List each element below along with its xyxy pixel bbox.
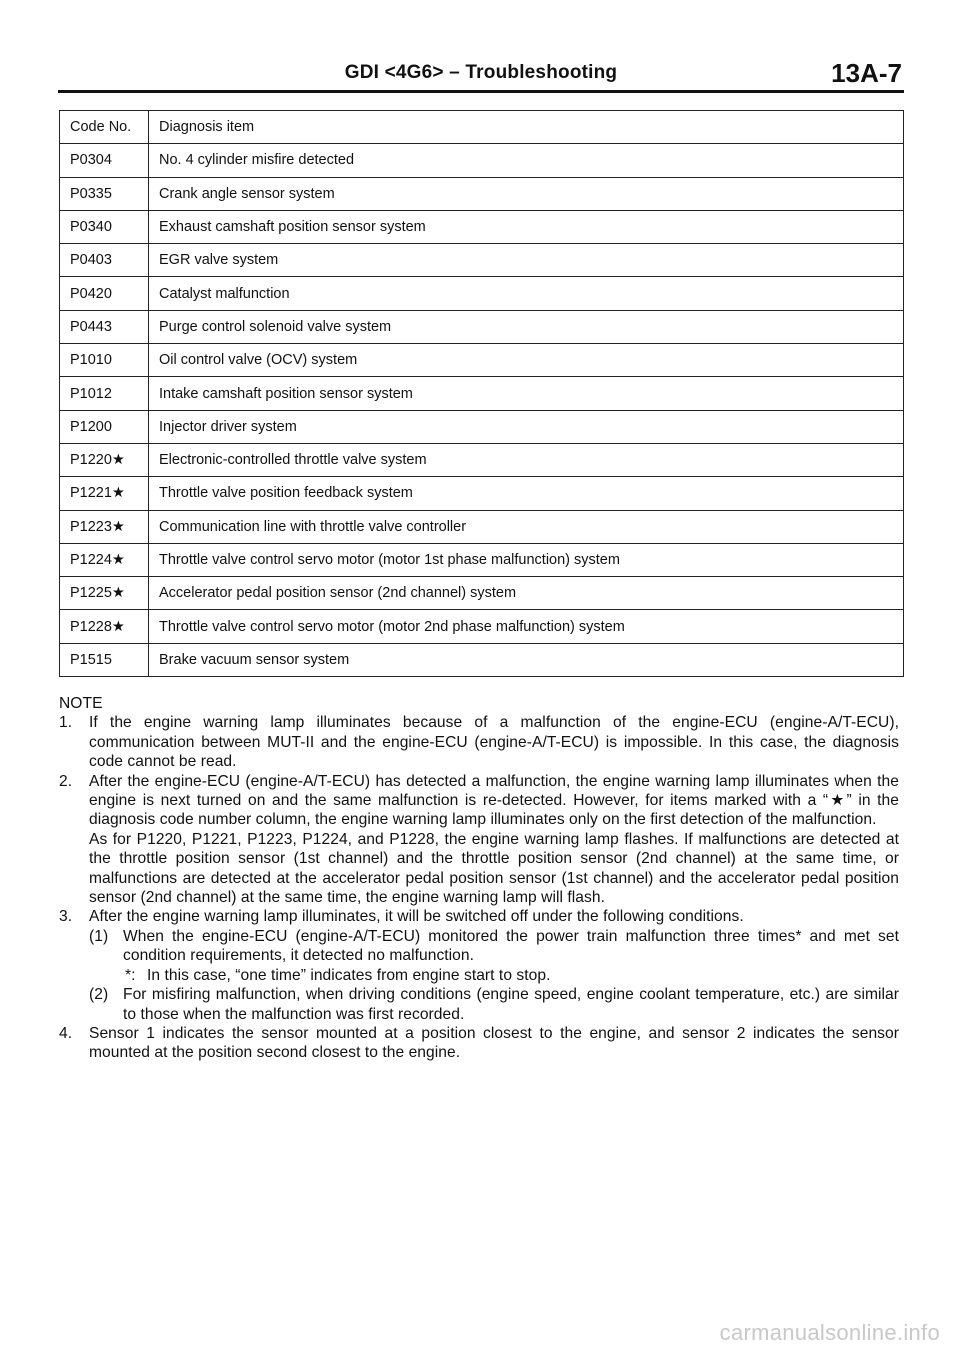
diagnosis-item-cell: Throttle valve control servo motor (motor 2nd phase malfunction) system: [149, 610, 904, 643]
code-cell: P1012: [60, 377, 149, 410]
code-cell: P0335: [60, 177, 149, 210]
note-item-4: [59, 1024, 899, 1063]
diagnosis-item-cell: Purge control solenoid valve system: [149, 310, 904, 343]
table-row: [60, 610, 904, 643]
note-item-number: 4.: [59, 1024, 73, 1042]
code-cell: P1228★: [60, 610, 149, 643]
diagnosis-item-cell: Brake vacuum sensor system: [149, 643, 904, 676]
note-item-1: [59, 713, 899, 771]
code-cell: P1010: [60, 344, 149, 377]
note-item-text: After the engine-ECU (engine-A/T-ECU) has detected a malfunction, the engine warning lamp illuminates when the engine is next turned on and the same malfunction is re-detected. However, for items marked with a “★” in the diagnosis code number column, the engine warning lamp illuminates only on the first detection of the malfunction.: [89, 772, 899, 829]
diagnosis-item-cell: Communication line with throttle valve controller: [149, 510, 904, 543]
code-cell: P1221★: [60, 477, 149, 510]
table-row: [60, 410, 904, 443]
note-sub-item-2: [59, 985, 899, 1024]
table-row: [60, 144, 904, 177]
note-item-number: 3.: [59, 908, 73, 926]
code-column-header: Code No.: [60, 111, 149, 144]
sub-item-number: (2): [89, 986, 109, 1004]
table-row: [60, 443, 904, 476]
table-row: [60, 477, 904, 510]
code-cell: P0443: [60, 310, 149, 343]
table-row: [60, 177, 904, 210]
table-header-row: [60, 111, 904, 144]
table-row: [60, 377, 904, 410]
code-cell: P1223★: [60, 510, 149, 543]
note-item-number: 2.: [59, 772, 73, 790]
diagnosis-item-cell: Electronic-controlled throttle valve system: [149, 443, 904, 476]
code-cell: P1224★: [60, 543, 149, 576]
diagnosis-item-cell: Accelerator pedal position sensor (2nd channel) system: [149, 577, 904, 610]
sub-item-text: For misfiring malfunction, when driving conditions (engine speed, engine coolant temperature, etc.) are similar to those when the malfunction was first recorded.: [123, 986, 899, 1023]
table-row: [60, 577, 904, 610]
note-item-3: [59, 907, 899, 926]
sub-item-text: When the engine-ECU (engine-A/T-ECU) monitored the power train malfunction three times* and met set condition requirements, it detected no malfunction.: [123, 927, 899, 965]
note-item-continuation: As for P1220, P1221, P1223, P1224, and P1228, the engine warning lamp flashes. If malfunctions are detected at the throttle position sensor (1st channel) and the throttle position sensor (2nd channel) at the same time, or malfunctions are detected at the accelerator pedal position sensor (1st channel) and the accelerator pedal position sensor (2nd channel) at the same time, the engine warning lamp will flash.: [89, 830, 899, 907]
table-row: [60, 310, 904, 343]
watermark: carmanualsonline.info: [719, 1320, 940, 1345]
table-row: [60, 210, 904, 243]
table-row: [60, 543, 904, 576]
diagnosis-code-table: [59, 110, 904, 677]
note-section: [59, 694, 899, 1063]
table-row: [60, 344, 904, 377]
note-sub-item-1: [59, 927, 899, 966]
table-row: [60, 510, 904, 543]
note-item-2: [59, 772, 899, 830]
code-cell: P1200: [60, 410, 149, 443]
note-item-text: After the engine warning lamp illuminates, it will be switched off under the following conditions.: [89, 908, 744, 926]
code-cell: P1220★: [60, 443, 149, 476]
page-number: 13A-7: [831, 58, 902, 88]
note-footnote: [59, 966, 899, 985]
note-item-text: Sensor 1 indicates the sensor mounted at a position closest to the engine, and sensor 2 indicates the sensor mounted at the position second closest to the engine.: [89, 1024, 899, 1062]
diagnosis-item-cell: Throttle valve control servo motor (motor 1st phase malfunction) system: [149, 543, 904, 576]
code-cell: P1225★: [60, 577, 149, 610]
code-cell: P1515: [60, 643, 149, 676]
page-header: [58, 58, 904, 93]
diagnosis-item-cell: Intake camshaft position sensor system: [149, 377, 904, 410]
note-title: NOTE: [59, 695, 103, 712]
diagnosis-item-cell: Throttle valve position feedback system: [149, 477, 904, 510]
code-cell: P0340: [60, 210, 149, 243]
diagnosis-item-cell: No. 4 cylinder misfire detected: [149, 144, 904, 177]
footnote-mark: *:: [125, 966, 136, 984]
diagnosis-item-cell: Crank angle sensor system: [149, 177, 904, 210]
code-cell: P0304: [60, 144, 149, 177]
note-item-text: If the engine warning lamp illuminates because of a malfunction of the engine-ECU (engine-A/T-ECU), communication between MUT-II and the engine-ECU (engine-A/T-ECU) is impossible. In this case, the diagnosis code cannot be read.: [89, 714, 899, 771]
diagnosis-item-cell: Oil control valve (OCV) system: [149, 344, 904, 377]
note-item-number: 1.: [59, 714, 73, 732]
diagnosis-item-cell: EGR valve system: [149, 244, 904, 277]
diagnosis-item-cell: Injector driver system: [149, 410, 904, 443]
table-row: [60, 277, 904, 310]
table-row: [60, 244, 904, 277]
footnote-text: In this case, “one time” indicates from engine start to stop.: [147, 966, 551, 984]
code-cell: P0420: [60, 277, 149, 310]
table-row: [60, 643, 904, 676]
sub-item-number: (1): [89, 927, 109, 945]
code-cell: P0403: [60, 244, 149, 277]
diagnosis-item-cell: Exhaust camshaft position sensor system: [149, 210, 904, 243]
item-column-header: Diagnosis item: [149, 111, 904, 144]
page-title: GDI <4G6> – Troubleshooting: [344, 62, 618, 83]
diagnosis-item-cell: Catalyst malfunction: [149, 277, 904, 310]
